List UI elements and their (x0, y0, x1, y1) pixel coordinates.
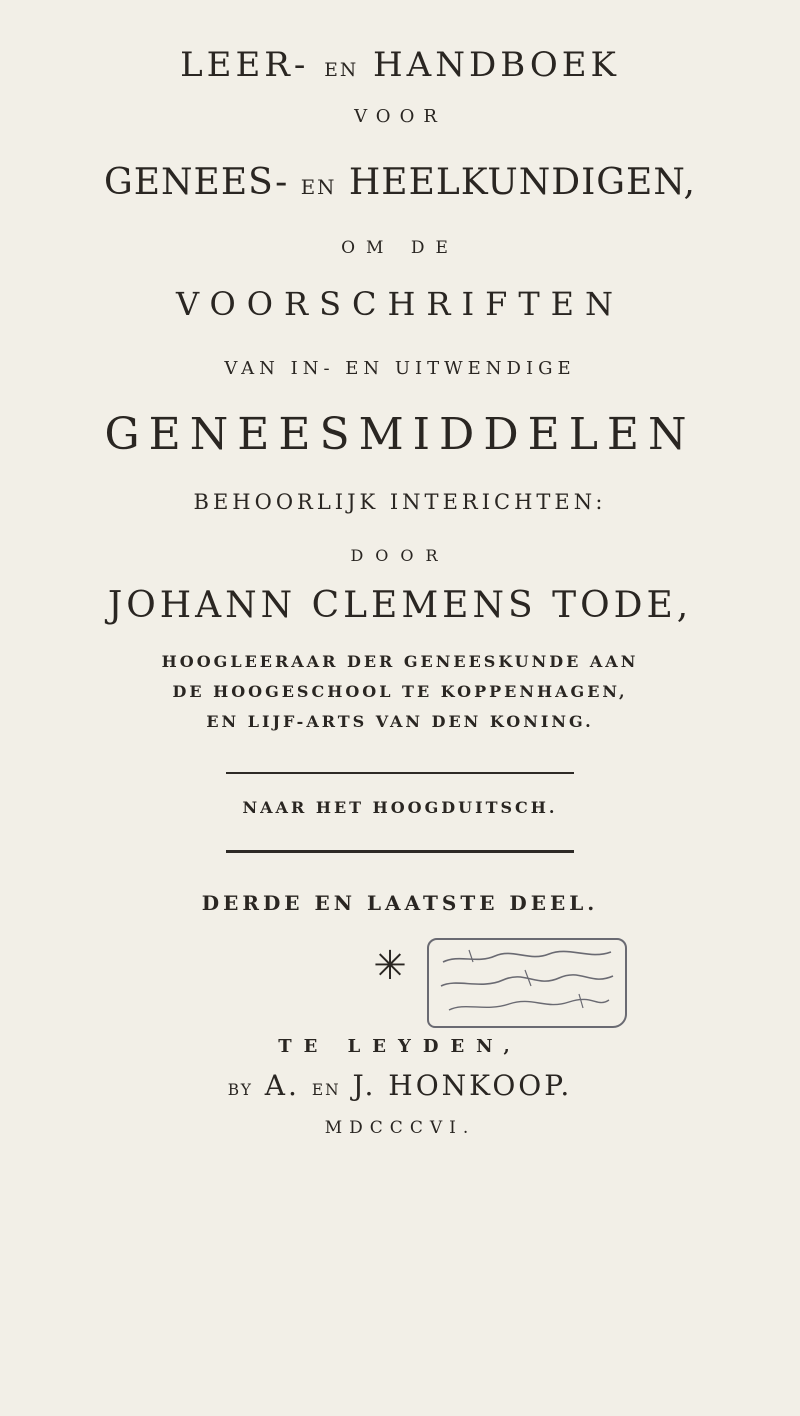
title-word-handboek: HANDBOEK (373, 45, 620, 85)
imprint-word-honkoop: J. HONKOOP. (352, 1069, 573, 1102)
rule-top (226, 772, 574, 774)
imprint-place: TE LEYDEN, (278, 1036, 522, 1057)
imprint-word-by: BY (227, 1081, 253, 1099)
author-name: JOHANN CLEMENS TODE, (107, 585, 693, 626)
ornament-asterisk-icon: ✳ (373, 943, 407, 989)
title-word-leer: LEER- (180, 45, 310, 85)
title-word-heelkundigen: HEELKUNDIGEN, (348, 162, 696, 203)
title-line-door: DOOR (350, 546, 450, 565)
title-line-genees (0, 162, 800, 203)
author-credentials-2: DE HOOGESCHOOL TE KOPPENHAGEN, (172, 682, 628, 701)
title-line-voor: VOOR (354, 106, 446, 127)
title-word-genees: GENEES- (104, 162, 289, 203)
translation-note: NAAR HET HOOGDUITSCH. (242, 798, 558, 817)
title-word-en-2: EN (300, 176, 337, 199)
author-credentials-1: HOOGLEERAAR DER GENEESKUNDE AAN (161, 652, 639, 671)
title-word-en: EN (324, 60, 359, 81)
imprint-year: MDCCCVI. (324, 1118, 476, 1138)
author-credentials-3: EN LIJF-ARTS VAN DEN KONING. (206, 712, 594, 731)
title-line-van-in: VAN IN- EN UITWENDIGE (224, 358, 576, 379)
title-line-behoorlijk: BEHOORLIJK INTERICHTEN: (193, 490, 607, 514)
imprint-word-en: EN (311, 1081, 341, 1099)
title-line-voorschriften: VOORSCHRIFTEN (175, 285, 625, 323)
imprint-word-a: A. (264, 1069, 300, 1102)
title-line-1 (0, 45, 800, 85)
imprint-publisher (0, 1069, 800, 1102)
volume-line: DERDE EN LAATSTE DEEL. (201, 891, 599, 915)
library-stamp-icon (427, 938, 627, 1028)
rule-bottom (226, 850, 574, 853)
title-line-om-de: OM DE (341, 238, 459, 258)
title-line-geneesmiddelen: GENEESMIDDELEN (104, 409, 696, 460)
stamp-scrawl-icon (429, 940, 625, 1026)
